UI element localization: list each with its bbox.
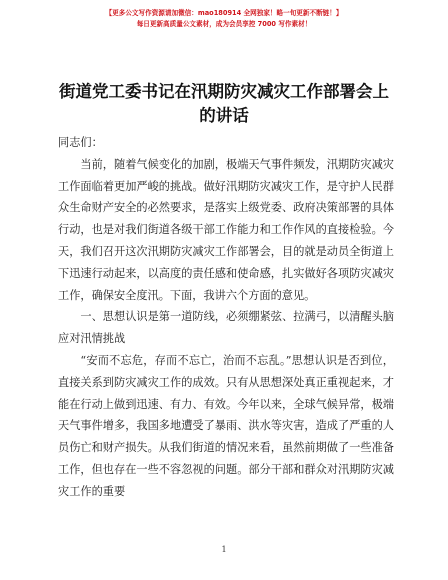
document-title — [40, 80, 408, 128]
promo-banner — [0, 8, 448, 30]
section1-paragraph: “安而不忘危，存而不忘亡，治而不忘乱。”思想认识是否到位，直接关系到防灾减灾工作的成效。只有从思想深处真正重视起来，才能在行动上做到迅速、有力、有效。今年以来，全球气候异常，极端天气事件增多，我国多地遭受了暴雨、洪水等灾害，造成了严重的人员伤亡和财产损失。从我们街道的情况来看，虽然前期做了一些准备工作，但也存在一些不容忽视的问题。部分干部和群众对汛期防灾减灾工作的重要 — [58, 353, 394, 498]
promo-banner-line2: 每日更新高质量公文素材，成为会员享控 7000 写作素材！ — [136, 20, 312, 28]
document-body — [58, 132, 394, 503]
greeting: 同志们： — [58, 136, 103, 149]
section1-heading: 一、思想认识是第一道防线，必须绷紧弦、拉满弓，以清醒头脑应对汛情挑战 — [58, 310, 394, 346]
promo-banner-line1: 【更多公文写作资源请加微信：mao180914 全网独家！略一旬更新不断链！】 — [105, 9, 343, 17]
document-title-line2: 的讲话 — [199, 106, 249, 125]
document-title-line1: 街道党工委书记在汛期防灾减灾工作部署会上 — [59, 82, 389, 101]
page-number: 1 — [221, 545, 227, 554]
intro-paragraph: 当前，随着气候变化的加剧，极端天气事件频发，汛期防灾减灾工作面临着更加严峻的挑战。做好汛期防灾减灾工作，是守护人民群众生命财产安全的必然要求，是落实上级党委、政府决策部署的具体行动，也是对我们街道各级干部工作能力和工作作风的直接检验。今天，我们召开这次汛期防灾减灾工作部署会，目的就是动员全街道上下迅速行动起来，以高度的责任感和使命感，扎实做好各项防灾减灾工作，确保安全度汛。下面，我讲六个方面的意见。 — [58, 157, 394, 302]
